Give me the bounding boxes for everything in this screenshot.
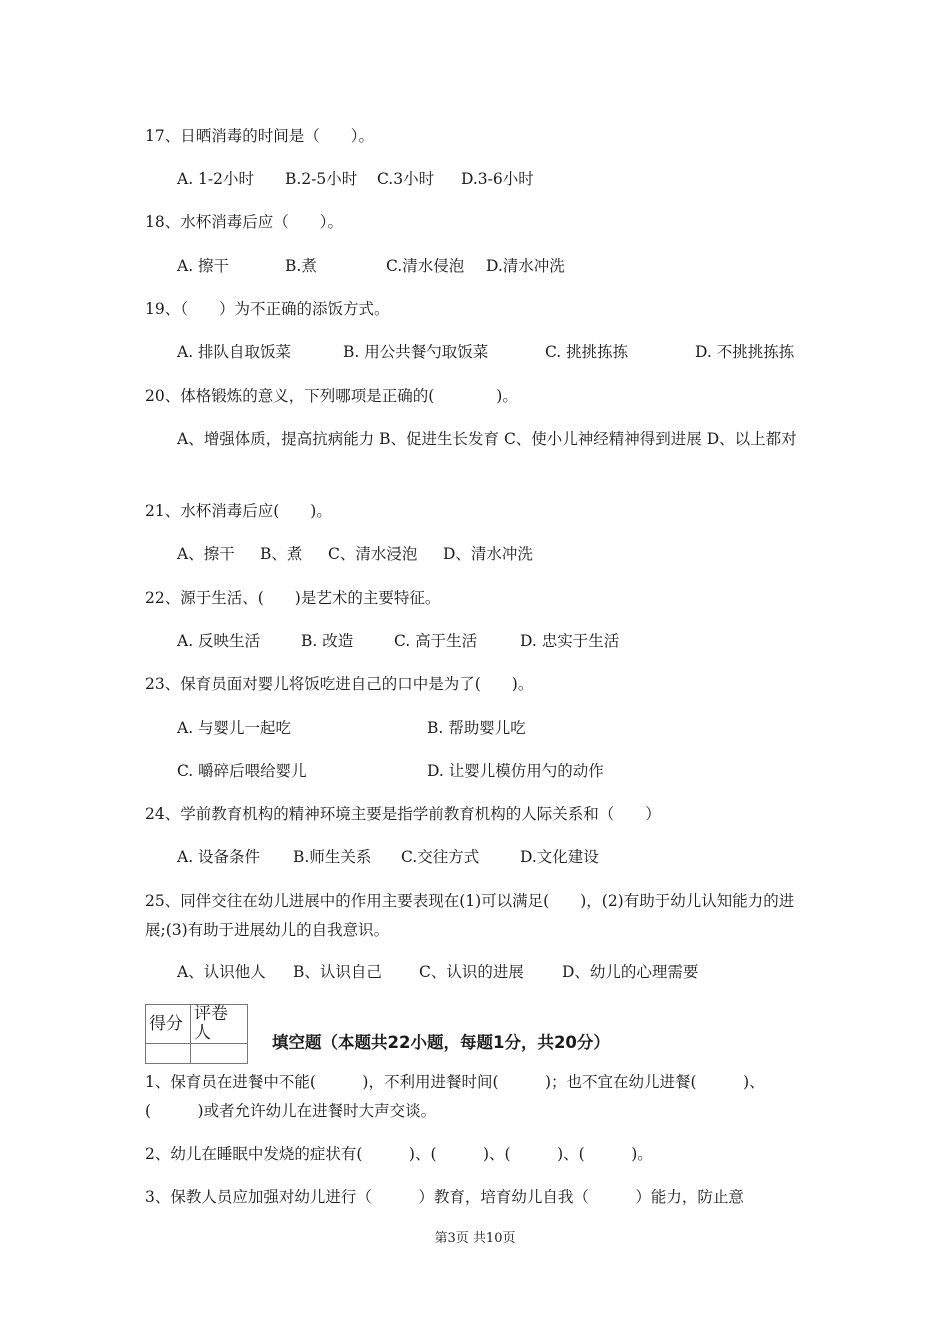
page-footer: 第3页 共10页 [434,1231,516,1246]
option-a: A、认识他人 [177,963,266,981]
fill-blank-2: 2、幼儿在睡眠中发烧的症状有( )、( )、( )、( )。 [145,1145,653,1163]
option-c: C、认识的进展 [419,963,524,981]
score-table [145,1004,248,1064]
score-cell [146,1044,191,1064]
section-title: 填空题（本题共22小题，每题1分，共20分） [272,1033,610,1052]
question-19-stem: 19、（ ）为不正确的添饭方式。 [145,300,390,318]
option-a: A. 反映生活 [177,632,261,650]
question-25-stem: 25、同伴交往在幼儿进展中的作用主要表现在(1)可以满足( )，(2)有助于幼儿认知能力的进展;(3)有助于进展幼儿的自我意识。 [145,892,795,939]
option-b: B.师生关系 [293,848,372,866]
option-a: A、擦干 [177,545,235,563]
question-20-stem: 20、体格锻炼的意义，下列哪项是正确的( )。 [145,387,518,405]
option-b: B.2-5小时 [285,170,358,188]
score-label: 得分 [146,1005,191,1044]
grader-label: 评卷人 [191,1005,248,1044]
grader-cell [191,1044,248,1064]
option-a: A. 设备条件 [177,848,261,866]
question-18-stem: 18、水杯消毒后应（ ）。 [145,213,343,231]
option-c: C.清水侵泡 [386,257,465,275]
option-a: A. 擦干 [177,257,230,275]
question-20-options: A、增强体质，提高抗病能力 B、促进生长发育 C、使小儿神经精神得到进展 D、以上都对 [177,430,797,448]
option-d: D、幼儿的心理需要 [562,963,699,981]
fill-blank-1: 1、保育员在进餐中不能( )，不利用进餐时间( )；也不宜在幼儿进餐( )、( )或者允许幼儿在进餐时大声交谈。 [145,1073,765,1120]
question-17-stem: 17、日晒消毒的时间是（ ）。 [145,127,374,145]
question-22-stem: 22、源于生活、( )是艺术的主要特征。 [145,589,441,607]
option-a: A. 排队自取饭菜 [177,343,292,361]
option-b: B、认识自己 [293,963,382,981]
option-b: B. 用公共餐勺取饭菜 [343,343,489,361]
question-21-stem: 21、水杯消毒后应( )。 [145,502,332,520]
option-a: A. 与婴儿一起吃 [177,719,292,737]
option-b: B. 帮助婴儿吃 [427,719,526,737]
option-a: A. 1-2小时 [177,170,255,188]
option-c: C. 嚼碎后喂给婴儿 [177,762,307,780]
option-c: C.3小时 [377,170,435,188]
option-d: D.3-6小时 [461,170,534,188]
option-d: D、清水冲洗 [443,545,533,563]
option-b: B.煮 [285,257,317,275]
option-d: D. 忠实于生活 [520,632,620,650]
option-c: C. 挑挑拣拣 [545,343,629,361]
question-24-stem: 24、学前教育机构的精神环境主要是指学前教育机构的人际关系和（ ） [145,805,661,823]
option-b: B、煮 [260,545,303,563]
option-d: D.清水冲洗 [486,257,565,275]
option-c: C. 高于生活 [394,632,478,650]
option-d: D.文化建设 [520,848,599,866]
option-d: D. 让婴儿模仿用勺的动作 [427,762,604,780]
option-d: D. 不挑挑拣拣 [695,343,795,361]
option-c: C、清水浸泡 [328,545,418,563]
option-c: C.交往方式 [401,848,480,866]
question-23-stem: 23、保育员面对婴儿将饭吃进自己的口中是为了( )。 [145,675,534,693]
option-b: B. 改造 [301,632,354,650]
fill-blank-3: 3、保教人员应加强对幼儿进行（ ）教育，培育幼儿自我（ ）能力，防止意 [145,1188,744,1206]
